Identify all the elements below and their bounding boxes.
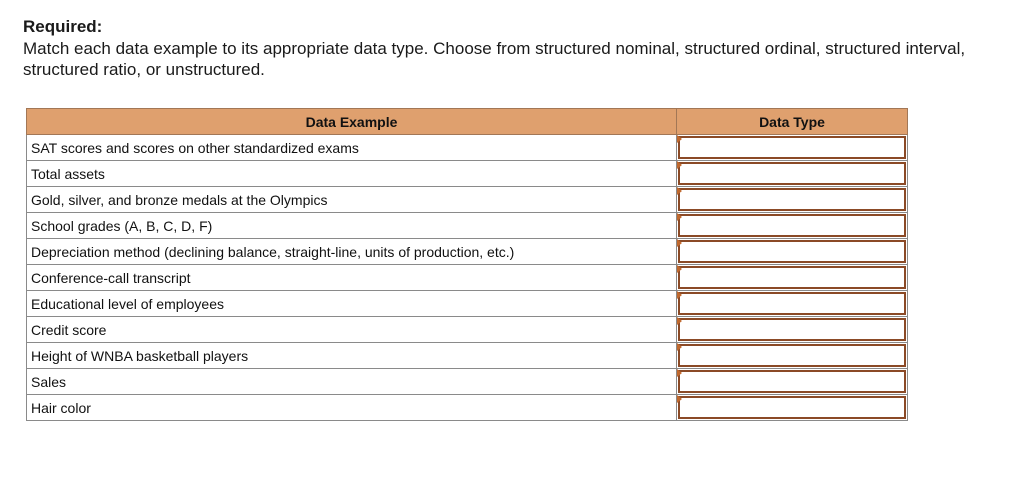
data-example-cell: SAT scores and scores on other standardized exams bbox=[27, 135, 677, 161]
data-type-cell bbox=[677, 213, 908, 239]
table-row bbox=[27, 369, 908, 395]
prompt-line-2: structured ratio, or unstructured. bbox=[23, 60, 265, 79]
data-type-cell bbox=[677, 317, 908, 343]
data-type-dropdown[interactable] bbox=[678, 344, 906, 367]
data-type-dropdown[interactable] bbox=[678, 136, 906, 159]
prompt-text bbox=[23, 38, 1013, 80]
data-type-dropdown[interactable] bbox=[678, 188, 906, 211]
dropdown-marker-icon bbox=[677, 213, 682, 221]
dropdown-marker-icon bbox=[677, 291, 682, 299]
data-type-cell bbox=[677, 135, 908, 161]
matching-table bbox=[26, 108, 908, 421]
table-row bbox=[27, 291, 908, 317]
column-header-data-type: Data Type bbox=[677, 109, 908, 135]
table-row bbox=[27, 395, 908, 421]
dropdown-marker-icon bbox=[677, 395, 682, 403]
data-type-cell bbox=[677, 161, 908, 187]
data-type-cell bbox=[677, 395, 908, 421]
data-example-cell: Conference-call transcript bbox=[27, 265, 677, 291]
data-type-dropdown[interactable] bbox=[678, 240, 906, 263]
table-row bbox=[27, 239, 908, 265]
table-row bbox=[27, 317, 908, 343]
data-example-cell: Depreciation method (declining balance, straight-line, units of production, etc.) bbox=[27, 239, 677, 265]
data-type-dropdown[interactable] bbox=[678, 162, 906, 185]
data-example-cell: Credit score bbox=[27, 317, 677, 343]
column-header-data-example: Data Example bbox=[27, 109, 677, 135]
data-example-cell: Educational level of employees bbox=[27, 291, 677, 317]
data-example-cell: School grades (A, B, C, D, F) bbox=[27, 213, 677, 239]
table-row bbox=[27, 213, 908, 239]
data-type-dropdown[interactable] bbox=[678, 318, 906, 341]
dropdown-marker-icon bbox=[677, 265, 682, 273]
table-row bbox=[27, 161, 908, 187]
data-type-cell bbox=[677, 239, 908, 265]
data-type-dropdown[interactable] bbox=[678, 370, 906, 393]
data-example-cell: Height of WNBA basketball players bbox=[27, 343, 677, 369]
required-heading: Required: bbox=[23, 17, 103, 36]
prompt-line-1: Match each data example to its appropriate data type. Choose from structured nominal, structured ordinal, structured interval, bbox=[23, 39, 966, 58]
data-type-cell bbox=[677, 369, 908, 395]
data-example-cell: Hair color bbox=[27, 395, 677, 421]
data-type-cell bbox=[677, 291, 908, 317]
table-row bbox=[27, 265, 908, 291]
dropdown-marker-icon bbox=[677, 369, 682, 377]
table-row bbox=[27, 135, 908, 161]
data-type-cell bbox=[677, 187, 908, 213]
table-row bbox=[27, 187, 908, 213]
data-type-dropdown[interactable] bbox=[678, 214, 906, 237]
dropdown-marker-icon bbox=[677, 317, 682, 325]
table-row bbox=[27, 343, 908, 369]
dropdown-marker-icon bbox=[677, 161, 682, 169]
table-header-row bbox=[27, 109, 908, 135]
data-type-cell bbox=[677, 343, 908, 369]
dropdown-marker-icon bbox=[677, 187, 682, 195]
instructions-block bbox=[23, 16, 1013, 80]
dropdown-marker-icon bbox=[677, 343, 682, 351]
data-example-cell: Sales bbox=[27, 369, 677, 395]
dropdown-marker-icon bbox=[677, 135, 682, 143]
data-type-dropdown[interactable] bbox=[678, 292, 906, 315]
data-type-dropdown[interactable] bbox=[678, 266, 906, 289]
dropdown-marker-icon bbox=[677, 239, 682, 247]
data-type-cell bbox=[677, 265, 908, 291]
data-type-dropdown[interactable] bbox=[678, 396, 906, 419]
data-example-cell: Total assets bbox=[27, 161, 677, 187]
data-example-cell: Gold, silver, and bronze medals at the Olympics bbox=[27, 187, 677, 213]
